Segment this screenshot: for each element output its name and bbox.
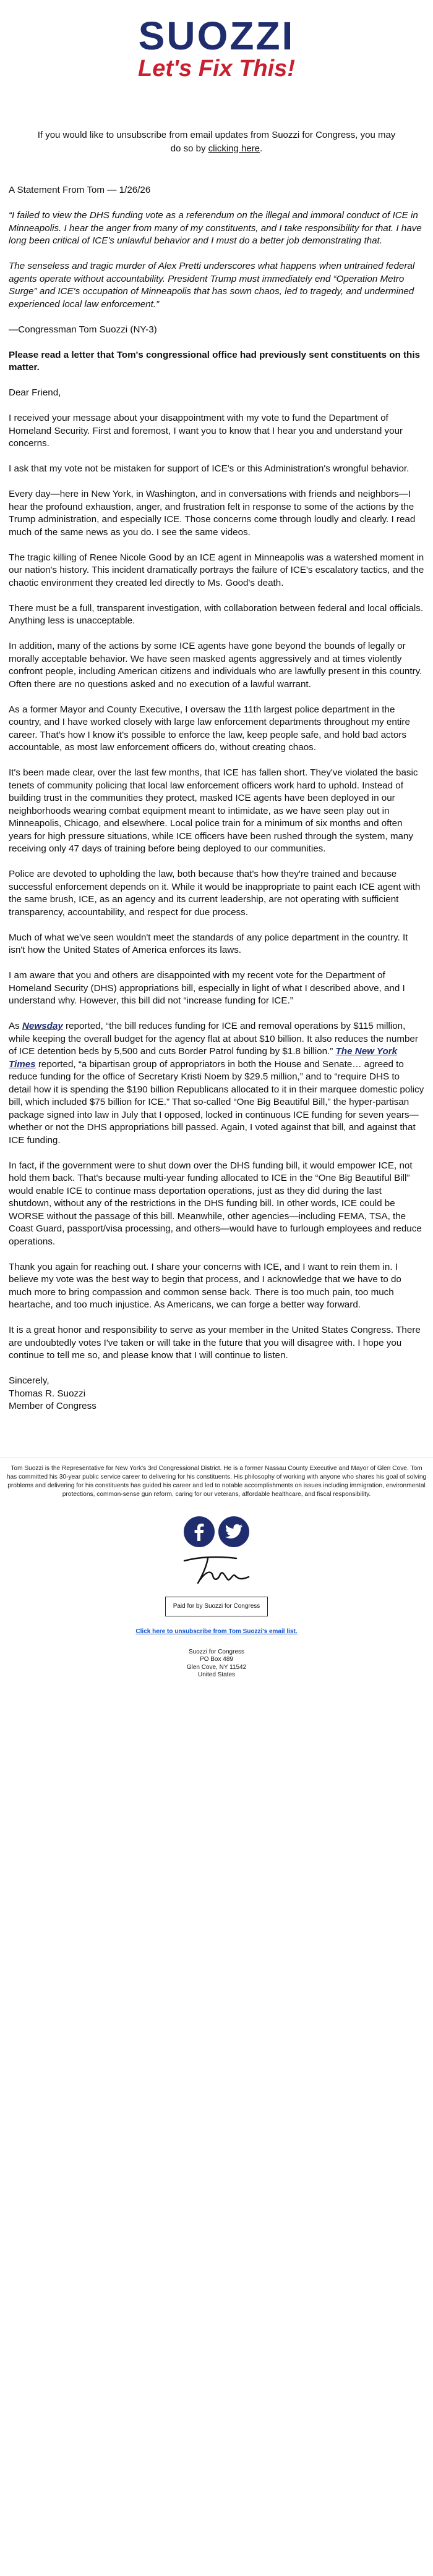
- letter-paragraph: As a former Mayor and County Executive, I oversaw the 11th largest police department in the country, and I have worked closely with large law enforcement departments throughout my entire career. That's how I know it's possible to enforce the law, keep people safe, and hold bad actors accountable, as most law enforcement officers do, without creating chaos.: [9, 704, 410, 753]
- logo-word: SUOZZI: [138, 14, 295, 58]
- signer-title: Member of Congress: [9, 1401, 96, 1411]
- statement-attribution: —Congressman Tom Suozzi (NY-3): [9, 324, 157, 335]
- letter-paragraph: Much of what we've seen wouldn't meet the standards of any police department in the country. It isn't how the United States of America enforces its laws.: [9, 932, 408, 955]
- mailing-address: [0, 1649, 433, 1679]
- statement-body: [9, 184, 424, 1413]
- text-span: reported, “the bill reduces funding for ICE and removal operations by $115 million, while keeping the overall budget for the agency flat at about $10 billion. It also reduces the number of ICE detention beds by 5,500 and cuts Border Patrol funding by $1.8 billion.”: [9, 1021, 418, 1057]
- letter-paragraph: In addition, many of the actions by some ICE agents have gone beyond the bounds of legally or morally acceptable behavior. We have seen masked agents aggressively and at times violently confront people, including American citizens and individuals who are lawfully present in this country. Often there are no questions asked and no execution of a lawful warrant.: [9, 641, 422, 690]
- facebook-icon[interactable]: [184, 1516, 215, 1547]
- letter-paragraph: In fact, if the government were to shut down over the DHS funding bill, it would empower ICE, not hold them back. That's because multi-year funding allocated to ICE in the “One Big Beautiful Bill” would enable ICE to continue mass deportation operations, just as they did during the last shutdown, without any of the restrictions in the DHS funding bill. In other words, ICE could be WORSE without the passage of this bill. Meanwhile, other agencies—including FEMA, TSA, the Coast Guard, passport/visa processing, and others—would have to furlough employees and reduce operations.: [9, 1160, 422, 1247]
- letter-paragraph: Every day—here in New York, in Washington, and in conversations with friends and neighbors—I hear the profound exhaustion, anger, and frustration felt in response to some of the actions by the Trump administration, and especially ICE. Those concerns come through loudly and clearly. I read much of the same news as you do. I see the same videos.: [9, 489, 416, 538]
- unsubscribe-link[interactable]: clicking here: [208, 143, 260, 154]
- letter-paragraph: I ask that my vote not be mistaken for support of ICE's or this Administration's wrongful behavior.: [9, 463, 409, 474]
- letter-paragraph: I am aware that you and others are disappointed with my recent vote for the Department of Homeland Security (DHS) appropriations bill, especially in light of what I described above, and I understand why. However, this bill did not “increase funding for ICE.”: [9, 970, 405, 1006]
- campaign-logo: [0, 0, 433, 93]
- closing: Sincerely,: [9, 1375, 49, 1386]
- footer-unsubscribe-link[interactable]: Click here to unsubscribe from Tom Suozzi's email list.: [135, 1628, 298, 1635]
- nyt-link[interactable]: The New York Times: [9, 1046, 398, 1070]
- letter-paragraph: It's been made clear, over the last few months, that ICE has fallen short. They've violated the basic tenets of community policing that local law enforcement officers work hard to uphold. Instead of building trust in the communities they protect, masked ICE agents have been deployed in our neighborhoods wearing combat equipment meant to intimidate, as we have seen play out in Minneapolis, Chicago, and elsewhere. Local police train for a minimum of six months and often years for high pressure situations, while ICE officers have been rushed through the system, many receiving only 47 days of training before being deployed to our communities.: [9, 767, 418, 854]
- letter-paragraph: There must be a full, transparent investigation, with collaboration between federal and local officials. Anything less is unacceptable.: [9, 602, 424, 626]
- address-line: Glen Cove, NY 11542: [186, 1663, 247, 1671]
- signer-name: Thomas R. Suozzi: [9, 1388, 86, 1399]
- newsday-link[interactable]: Newsday: [22, 1021, 63, 1031]
- letter-paragraph: Thank you again for reaching out. I share your concerns with ICE, and I want to rein them in. I believe my vote was the best way to begin that process, and I acknowledge that we have to do much more to bring compassion and common sense back. There is too much pain, too much heartache, and too much injustice. As Americans, we can forge a better way forward.: [9, 1261, 401, 1310]
- logo-slogan: Let's Fix This!: [138, 56, 295, 82]
- unsubscribe-text: If you would like to unsubscribe from email updates from Suozzi for Congress, you may do so by: [37, 130, 396, 154]
- text-span: As: [9, 1021, 22, 1031]
- twitter-icon[interactable]: [218, 1516, 249, 1547]
- letter-intro: Please read a letter that Tom's congressional office had previously sent constituents on this matter.: [9, 349, 420, 373]
- statement-quote-2: The senseless and tragic murder of Alex Pretti underscores what happens when untrained federal agents operate without accountability. President Trump must immediately end “Operation Metro Surge” and ICE's occupation of Minneapolis that has sown chaos, led to tragedy, and undermined experienced local law enforcement.”: [9, 261, 415, 310]
- address-line: PO Box 489: [200, 1656, 233, 1663]
- statement-quote-1: “I failed to view the DHS funding vote as a referendum on the illegal and immoral conduct of ICE in Minneapolis. I hear the anger from many of my constituents, and I take responsibility for that. I have long been critical of ICE's unlawful behavior and I must do a better job demonstrating that.: [9, 210, 422, 246]
- letter-paragraph-sources: [9, 1020, 424, 1147]
- letter-paragraph: The tragic killing of Renee Nicole Good by an ICE agent in Minneapolis was a watershed moment in our nation's history. This incident dramatically portrays the failure of ICE's escalatory tactics, and the chaotic environment they created led directly to Ms. Good's death.: [9, 552, 424, 588]
- footer: [0, 1458, 433, 1679]
- letter-paragraph: It is a great honor and responsibility to serve as your member in the United States Congress. There are undoubtedly votes I've taken or will take in the future that you will disagree with. I hope you continue to tell me so, and please know that I will continue to listen.: [9, 1325, 421, 1361]
- signoff: [9, 1375, 424, 1413]
- text-span: reported, “a bipartisan group of appropriators in both the House and Senate… agreed to reduce funding for the office of Secretary Kristi Noem by $29.5 million,” and to “require DHS to detail how it is spending the $190 billion Republicans allocated to it in their marquee domestic policy bill, which included $75 billion for ICE.” That so-called “One Big Beautiful Bill,” the hyper-partisan package signed into law in July that I opposed, locked in continuous ICE funding for seven years—whether or not the DHS appropriations bill passed. Again, I voted against that bill, and against that ICE funding.: [9, 1058, 424, 1146]
- signature-icon: [0, 1552, 433, 1589]
- address-line: Suozzi for Congress: [188, 1648, 245, 1655]
- letter-greeting: Dear Friend,: [9, 387, 61, 398]
- top-unsubscribe-notice: [37, 129, 396, 156]
- letter-paragraph: I received your message about your disappointment with my vote to fund the Department of Homeland Security. First and foremost, I want you to know that I hear you and understand your concerns.: [9, 413, 403, 449]
- letter-paragraph: Police are devoted to upholding the law, both because that's how they're trained and because successful enforcement depends on it. While it would be inappropriate to paint each ICE agent with the same brush, ICE, as an agency and its current leadership, are not operating with sufficient transparency, accountability, and respect for due process.: [9, 869, 421, 918]
- social-links: [0, 1516, 433, 1547]
- address-line: United States: [197, 1671, 236, 1678]
- paid-for-disclaimer: Paid for by Suozzi for Congress: [165, 1597, 268, 1616]
- statement-heading: A Statement From Tom — 1/26/26: [9, 185, 151, 195]
- footer-bio: Tom Suozzi is the Representative for New York's 3rd Congressional District. He is a former Nassau County Executive and Mayor of Glen Cove. Tom has committed his 30-year public service career to delivering for his constituents. His philosophy of working with anyone who shares his goal of solving problems and delivering for his constituents has guided his career and led to notable accomplishments on issues including immigration, environmental protections, common-sense gun reform, caring for our veterans, affordable healthcare, and fiscal responsibility.: [6, 1464, 427, 1498]
- unsubscribe-period: .: [260, 143, 263, 154]
